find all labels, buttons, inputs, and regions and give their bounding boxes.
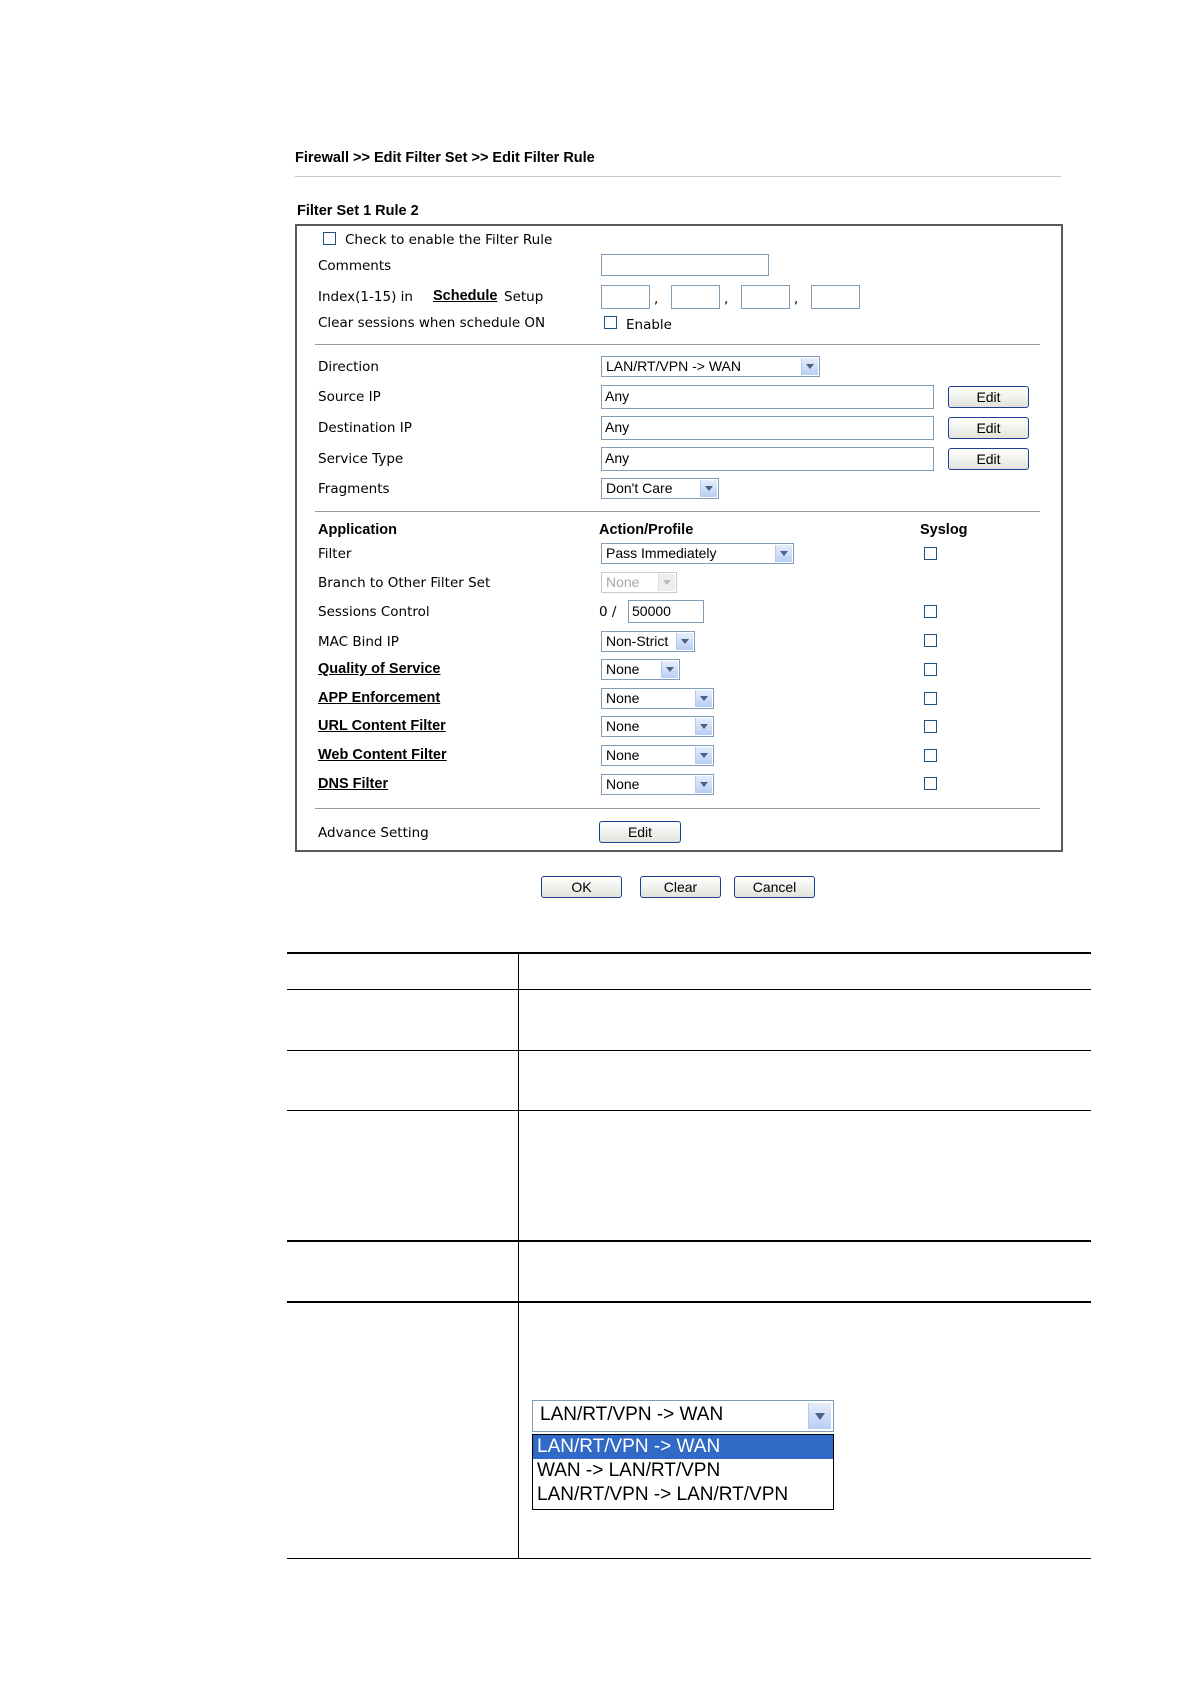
direction-dropdown-value: LAN/RT/VPN -> WAN	[540, 1404, 724, 1425]
schedule-index-3-input[interactable]	[741, 285, 790, 309]
mac-bind-select[interactable]	[601, 631, 695, 652]
chevron-down-icon	[808, 1403, 831, 1429]
filter-label: Filter	[318, 546, 352, 562]
direction-label: Direction	[318, 359, 379, 375]
branch-label: Branch to Other Filter Set	[318, 575, 491, 591]
mac-bind-syslog-checkbox[interactable]	[924, 634, 937, 647]
chevron-down-icon	[775, 545, 792, 562]
app-enforcement-syslog-checkbox[interactable]	[924, 692, 937, 705]
fragments-label: Fragments	[318, 481, 390, 497]
section-divider	[315, 344, 1040, 345]
advance-setting-edit-button[interactable]: Edit	[599, 821, 681, 843]
schedule-index-2-input[interactable]	[671, 285, 720, 309]
column-application: Application	[318, 522, 397, 538]
table-column-divider	[518, 952, 519, 1559]
column-syslog: Syslog	[920, 522, 968, 538]
enable-filter-rule-checkbox[interactable]	[323, 232, 336, 245]
breadcrumb-divider	[295, 176, 1061, 177]
chevron-down-icon	[801, 358, 818, 375]
index-setup-label: Setup	[504, 289, 544, 305]
comments-input[interactable]	[601, 254, 769, 276]
web-content-filter-link[interactable]: Web Content Filter	[318, 747, 447, 763]
fragments-select-value: Don't Care	[606, 480, 673, 496]
section-divider	[315, 511, 1040, 512]
chevron-down-icon	[700, 480, 717, 497]
filter-action-value: Pass Immediately	[606, 545, 717, 561]
sessions-current: 0 /	[599, 604, 617, 620]
url-content-filter-value: None	[606, 718, 640, 734]
mac-bind-value: Non-Strict	[606, 633, 669, 649]
table-bottom-rule	[287, 1558, 1091, 1559]
dns-filter-select[interactable]	[601, 774, 714, 795]
schedule-index-1-input[interactable]	[601, 285, 650, 309]
breadcrumb: Firewall >> Edit Filter Set >> Edit Filter Rule	[295, 150, 595, 166]
section-divider	[315, 808, 1040, 809]
chevron-down-icon	[695, 776, 712, 793]
column-action-profile: Action/Profile	[599, 522, 694, 538]
enable-filter-rule-label: Check to enable the Filter Rule	[345, 232, 553, 248]
web-content-filter-value: None	[606, 747, 640, 763]
table-row-divider	[287, 1050, 1091, 1051]
direction-dropdown-closed[interactable]	[532, 1400, 834, 1432]
source-ip-edit-button[interactable]: Edit	[948, 386, 1029, 408]
app-enforcement-select[interactable]	[601, 688, 714, 709]
sessions-control-label: Sessions Control	[318, 604, 430, 620]
chevron-down-icon	[661, 661, 678, 678]
sessions-max-input[interactable]: 50000	[628, 600, 704, 623]
web-content-filter-syslog-checkbox[interactable]	[924, 749, 937, 762]
quality-of-service-link[interactable]: Quality of Service	[318, 661, 441, 677]
direction-option[interactable]: LAN/RT/VPN -> LAN/RT/VPN	[537, 1484, 789, 1505]
ok-button[interactable]: OK	[541, 876, 622, 898]
schedule-index-4-input[interactable]	[811, 285, 860, 309]
dns-filter-syslog-checkbox[interactable]	[924, 777, 937, 790]
chevron-down-icon	[658, 574, 675, 591]
clear-sessions-label: Clear sessions when schedule ON	[318, 315, 546, 331]
app-enforcement-link[interactable]: APP Enforcement	[318, 690, 441, 706]
table-row-divider	[287, 1110, 1091, 1111]
direction-dropdown-list	[532, 1434, 834, 1510]
table-row-divider	[287, 1301, 1091, 1303]
source-ip-field[interactable]: Any	[601, 385, 934, 409]
web-content-filter-select[interactable]	[601, 745, 714, 766]
branch-select[interactable]	[601, 572, 677, 593]
mac-bind-label: MAC Bind IP	[318, 634, 399, 650]
clear-button[interactable]: Clear	[640, 876, 721, 898]
comma: ,	[654, 291, 659, 307]
qos-syslog-checkbox[interactable]	[924, 663, 937, 676]
chevron-down-icon	[695, 690, 712, 707]
source-ip-label: Source IP	[318, 389, 381, 405]
chevron-down-icon	[676, 633, 693, 650]
destination-ip-field[interactable]: Any	[601, 416, 934, 440]
url-content-filter-link[interactable]: URL Content Filter	[318, 718, 446, 734]
index-label: Index(1-15) in	[318, 289, 413, 305]
clear-sessions-checkbox[interactable]	[604, 316, 617, 329]
chevron-down-icon	[695, 718, 712, 735]
direction-option[interactable]: LAN/RT/VPN -> WAN	[533, 1435, 833, 1459]
direction-select[interactable]	[601, 356, 820, 377]
table-row-divider	[287, 989, 1091, 990]
url-content-filter-syslog-checkbox[interactable]	[924, 720, 937, 733]
cancel-button[interactable]: Cancel	[734, 876, 815, 898]
advance-setting-label: Advance Setting	[318, 825, 429, 841]
service-type-edit-button[interactable]: Edit	[948, 448, 1029, 470]
clear-sessions-enable-label: Enable	[626, 317, 672, 333]
table-row-divider	[287, 1240, 1091, 1242]
destination-ip-label: Destination IP	[318, 420, 412, 436]
qos-select[interactable]	[601, 659, 680, 680]
table-top-rule	[287, 952, 1091, 954]
direction-select-value: LAN/RT/VPN -> WAN	[606, 358, 741, 374]
qos-select-value: None	[606, 661, 640, 677]
comma: ,	[724, 291, 729, 307]
destination-ip-edit-button[interactable]: Edit	[948, 417, 1029, 439]
service-type-field[interactable]: Any	[601, 447, 934, 471]
service-type-label: Service Type	[318, 451, 404, 467]
filter-syslog-checkbox[interactable]	[924, 547, 937, 560]
dns-filter-link[interactable]: DNS Filter	[318, 776, 389, 792]
panel-title: Filter Set 1 Rule 2	[297, 203, 419, 219]
comma: ,	[794, 291, 799, 307]
dns-filter-value: None	[606, 776, 640, 792]
chevron-down-icon	[695, 747, 712, 764]
branch-select-value: None	[606, 574, 640, 590]
fragments-select[interactable]	[601, 478, 719, 499]
direction-option[interactable]: WAN -> LAN/RT/VPN	[537, 1460, 721, 1481]
url-content-filter-select[interactable]	[601, 716, 714, 737]
app-enforcement-value: None	[606, 690, 640, 706]
comments-label: Comments	[318, 258, 392, 274]
filter-action-select[interactable]	[601, 543, 794, 564]
schedule-link[interactable]: Schedule	[433, 288, 498, 304]
sessions-syslog-checkbox[interactable]	[924, 605, 937, 618]
